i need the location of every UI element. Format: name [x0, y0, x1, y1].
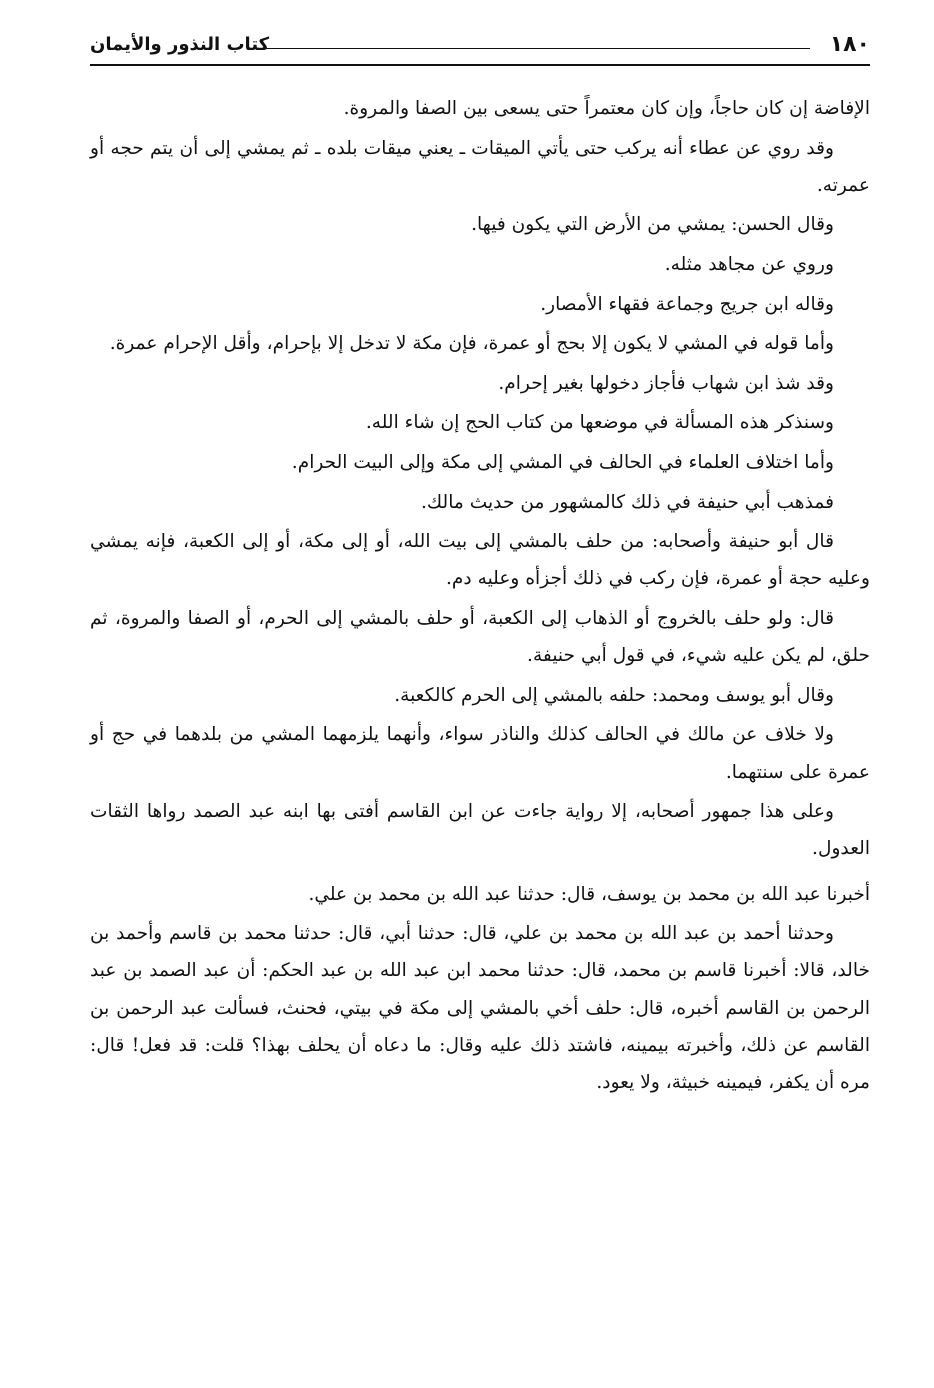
paragraph: قال: ولو حلف بالخروج أو الذهاب إلى الكعبة، أو حلف بالمشي إلى الحرم، أو الصفا والمروة، ثم حلق، لم يكن عليه شيء، في قول أبي حنيفة. — [90, 607, 870, 667]
paragraph: وسنذكر هذه المسألة في موضعها من كتاب الحج إن شاء الله. — [365, 412, 834, 434]
running-title: كتاب النذور والأيمان — [90, 34, 270, 55]
body-text — [90, 90, 870, 1101]
paragraph: وحدثنا أحمد بن عبد الله بن محمد بن علي، قال: حدثنا أبي، قال: حدثنا محمد بن قاسم وأحمد بن خالد، قالا: أخبرنا قاسم بن محمد، قال: حدثنا محمد ابن عبد الله بن عبد الحكم: أن عبد الصمد بن عبد الرحمن بن القاسم أخبره، قال: حلف أخي بالمشي إلى مكة في بيتي، فحنث، فسألت عبد الرحمن بن القاسم عن ذلك، وأخبرته بيمينه، فاشتد ذلك عليه وقال: ما دعاه أن يحلف بهذا؟ قلت: قد فعل! قال: مره أن يكفر، فيمينه خبيثة، ولا يعود. — [90, 923, 870, 1093]
paragraph: وقاله ابن جريج وجماعة فقهاء الأمصار. — [540, 293, 834, 315]
header-rule — [90, 64, 870, 66]
paragraph: وروي عن مجاهد مثله. — [664, 253, 834, 275]
header-divider-line — [260, 48, 810, 49]
paragraph: أخبرنا عبد الله بن محمد بن يوسف، قال: حدثنا عبد الله بن محمد بن علي. — [308, 883, 870, 905]
page-number: ١٨٠ — [829, 32, 870, 57]
paragraph: وقال الحسن: يمشي من الأرض التي يكون فيها. — [471, 214, 834, 236]
paragraph: وقال أبو يوسف ومحمد: حلفه بالمشي إلى الحرم كالكعبة. — [394, 684, 834, 706]
paragraph: قال أبو حنيفة وأصحابه: من حلف بالمشي إلى بيت الله، أو إلى مكة، أو إلى الكعبة، فإنه يمشي وعليه حجة أو عمرة، فإن ركب في ذلك أجزأه وعليه دم. — [90, 531, 870, 590]
page-header — [90, 28, 870, 68]
paragraph: وأما اختلاف العلماء في الحالف في المشي إلى مكة وإلى البيت الحرام. — [291, 451, 834, 473]
paragraph: وقد روي عن عطاء أنه يركب حتى يأتي الميقات ـ يعني ميقات بلده ـ ثم يمشي إلى أن يتم حجه أو عمرته. — [90, 137, 870, 196]
book-page — [90, 28, 870, 1104]
paragraph: وقد شذ ابن شهاب فأجاز دخولها بغير إحرام. — [498, 372, 834, 394]
paragraph: الإفاضة إن كان حاجاً، وإن كان معتمراً حتى يسعى بين الصفا والمروة. — [343, 98, 870, 119]
paragraph: وعلى هذا جمهور أصحابه، إلا رواية جاءت عن ابن القاسم أفتى بها ابنه عبد الصمد رواها الثقات العدول. — [90, 801, 870, 860]
paragraph: فمذهب أبي حنيفة في ذلك كالمشهور من حديث مالك. — [420, 491, 834, 513]
paragraph: وأما قوله في المشي لا يكون إلا بحج أو عمرة، فإن مكة لا تدخل إلا بإحرام، وأقل الإحرام عمرة. — [109, 333, 834, 355]
paragraph: ولا خلاف عن مالك في الحالف كذلك والناذر سواء، وأنهما يلزمهما المشي من بلدهما في حج أو عمرة على سنتهما. — [90, 724, 870, 783]
